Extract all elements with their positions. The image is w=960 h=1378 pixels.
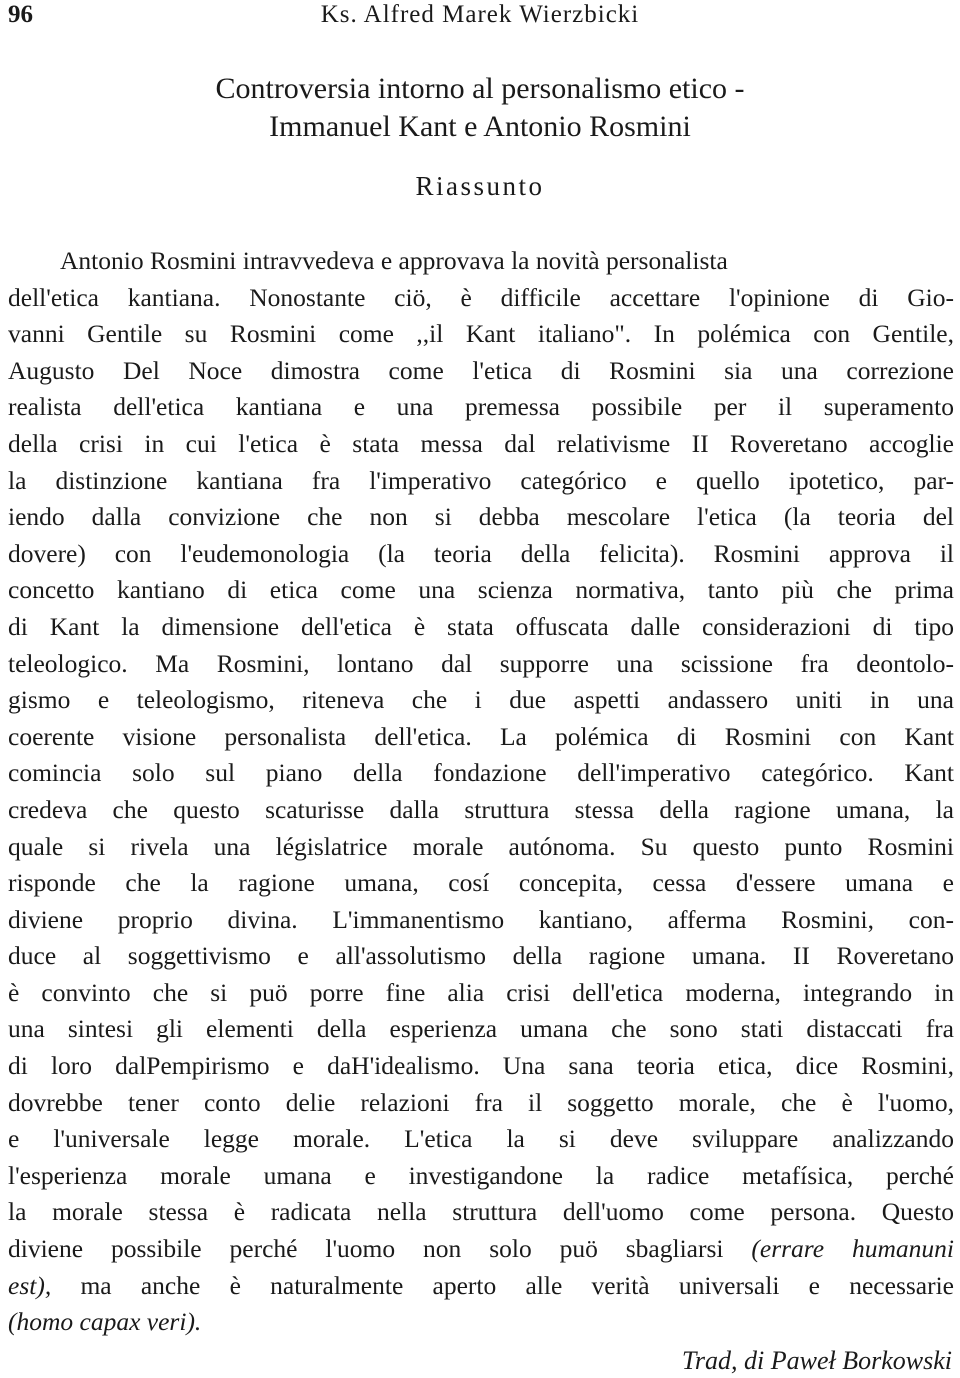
body-line (8, 755, 954, 792)
page-number: 96 (8, 1, 33, 28)
text-segment: diviene proprio divina. L'immanentismo kantiano, afferma Rosmini, con- (8, 904, 954, 934)
text-segment: la distinzione kantiana fra l'imperativo categórico e quello ipotetico, par- (8, 465, 954, 495)
body-line (8, 1304, 954, 1341)
text-segment: di Kant la dimensione dell'etica è stata offuscata dalle considerazioni di tipo (8, 611, 954, 641)
text-segment: la morale stessa è radicata nella struttura dell'uomo come persona. Questo (8, 1197, 954, 1227)
body-line (8, 609, 954, 646)
text-segment: l'esperienza morale umana e investigandone la radice metafísica, perché (8, 1160, 954, 1190)
body-line (8, 243, 954, 280)
text-segment: è convinto che si puö porre fine alia crisi dell'etica moderna, integrando in (8, 977, 954, 1007)
text-segment: e l'universale legge morale. L'etica la si deve sviluppare analizzando (8, 1124, 954, 1154)
italic-text: est), (8, 1270, 52, 1300)
text-segment: Augusto Del Noce dimostra come l'etica di Rosmini sia una correzione (8, 355, 954, 385)
body-line (8, 572, 954, 609)
title-line: Controversia intorno al personalismo etico - (215, 72, 745, 105)
body-line (8, 1121, 954, 1158)
translator-credit: Trad, di Paweł Borkowski (681, 1346, 952, 1375)
text-segment: di loro dalPempirismo e daH'idealismo. Una sana teoria etica, dice Rosmini, (8, 1051, 954, 1081)
body-line (8, 1268, 954, 1305)
body-line (8, 426, 954, 463)
running-head-author: Ks. Alfred Marek Wierzbicki (320, 1, 640, 28)
body-line (8, 792, 954, 829)
text-segment: dovere) con l'eudemonologia (la teoria della felicita). Rosmini approva il (8, 538, 954, 568)
text-segment: duce al soggettivismo e all'assolutismo della ragione umana. II Roveretano (8, 941, 954, 971)
text-segment: una sintesi gli elementi della esperienza umana che sono stati distaccati fra (8, 1014, 954, 1044)
text-segment: diviene possibile perché l'uomo non solo puö sbagliarsi (8, 1234, 752, 1264)
text-segment: dell'etica kantiana. Nonostante ciö, è difficile accettare l'opinione di Gio- (8, 282, 954, 312)
body-line (8, 902, 954, 939)
body-line (8, 975, 954, 1012)
body-line (8, 1085, 954, 1122)
body-line (8, 1011, 954, 1048)
body-line (8, 1231, 954, 1268)
text-segment: Antonio Rosmini intravvedeva e approvava la novità personalista (60, 246, 728, 275)
text-segment: vanni Gentile su Rosmini come ,,il Kant italiano". In polémica con Gentile, (8, 319, 954, 349)
body-line (8, 536, 954, 573)
body-line (8, 829, 954, 866)
body-line (8, 1194, 954, 1231)
text-segment: comincia solo sul piano della fondazione dell'imperativo categórico. Kant (8, 758, 954, 788)
section-heading: Riassunto (415, 171, 545, 201)
article-title (0, 70, 960, 146)
text-segment: iendo dalla convizione che non si debba mescolare l'etica (la teoria del (8, 502, 954, 532)
text-segment: dovrebbe tener conto delie relazioni fra il soggetto morale, che è l'uomo, (8, 1087, 954, 1117)
text-segment: della crisi in cui l'etica è stata messa dal relativisme II Roveretano accoglie (8, 428, 954, 458)
body-line (8, 389, 954, 426)
body-line (8, 682, 954, 719)
body-line (8, 280, 954, 317)
body-line (8, 353, 954, 390)
italic-text: (homo capax veri). (8, 1307, 202, 1337)
title-line: Immanuel Kant e Antonio Rosmini (269, 110, 691, 143)
body-line (8, 1048, 954, 1085)
text-segment: quale si rivela una législatrice morale autónoma. Su questo punto Rosmini (8, 831, 954, 861)
text-segment: ma anche è naturalmente aperto alle verità universali e necessarie (51, 1270, 954, 1300)
body-line (8, 719, 954, 756)
abstract-body (8, 243, 954, 1341)
text-segment: teleologico. Ma Rosmini, lontano dal supporre una scissione fra deontolo- (8, 648, 954, 678)
text-segment: gismo e teleologismo, riteneva che i due aspetti andassero uniti in una (8, 685, 954, 715)
body-line (8, 865, 954, 902)
body-line (8, 463, 954, 500)
body-line (8, 646, 954, 683)
body-line (8, 938, 954, 975)
body-line (8, 499, 954, 536)
body-line (8, 316, 954, 353)
italic-text: (errare humanuni (751, 1234, 954, 1264)
text-segment: realista dell'etica kantiana e una premessa possibile per il superamento (8, 392, 954, 422)
body-line (8, 1158, 954, 1195)
text-segment: concetto kantiano di etica come una scienza normativa, tanto più che prima (8, 575, 954, 605)
text-segment: risponde che la ragione umana, cosí concepita, cessa d'essere umana e (8, 868, 954, 898)
text-segment: credeva che questo scaturisse dalla struttura stessa della ragione umana, la (8, 794, 954, 824)
text-segment: coerente visione personalista dell'etica. La polémica di Rosmini con Kant (8, 721, 954, 751)
